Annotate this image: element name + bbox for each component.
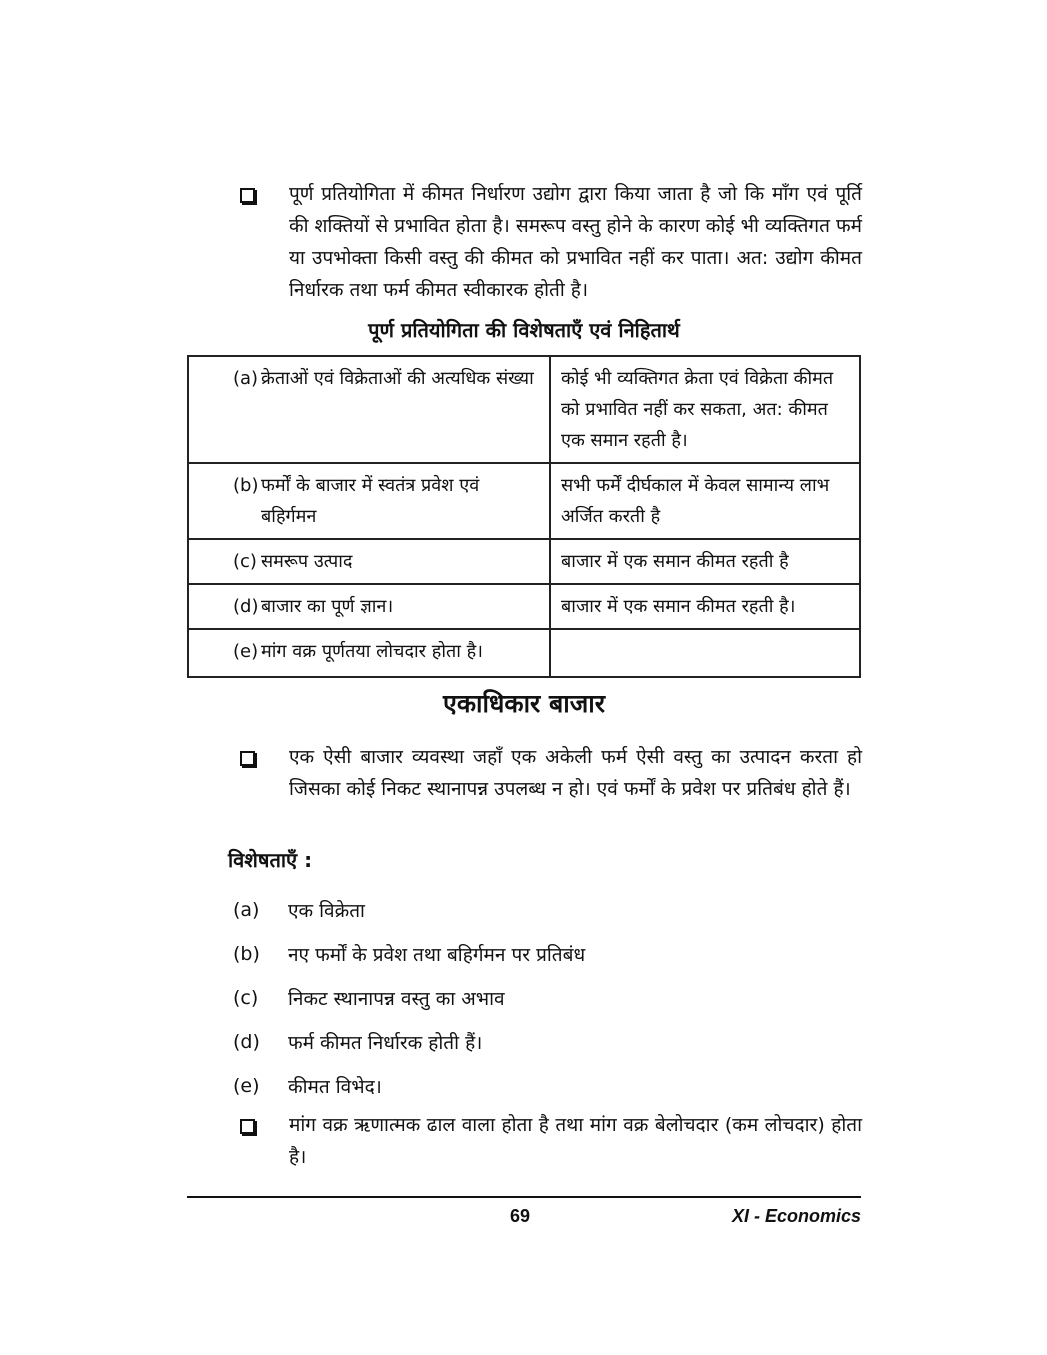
list-item-text: नए फर्मों के प्रवेश तथा बहिर्गमन पर प्रतिबंध xyxy=(288,944,586,966)
list-item xyxy=(233,1064,853,1108)
list-marker: (e) xyxy=(233,1075,260,1097)
table-heading: पूर्ण प्रतियोगिता की विशेषताएँ एवं निहितार्थ xyxy=(368,318,680,342)
book-title: XI - Economics xyxy=(731,1206,861,1226)
list-item xyxy=(233,976,853,1020)
features-heading: विशेषताएँ : xyxy=(228,848,313,872)
feature-cell xyxy=(188,629,550,677)
feature-text: मांग वक्र पूर्णतया लोचदार होता है। xyxy=(261,641,483,662)
feature-cell xyxy=(188,539,550,584)
checkbox-bullet-icon xyxy=(240,751,255,766)
list-item xyxy=(233,888,853,932)
list-item-text: कीमत विभेद। xyxy=(288,1076,382,1098)
row-marker: (c) xyxy=(233,551,257,572)
intro-bullet-text: पूर्ण प्रतियोगिता में कीमत निर्धारण उद्योग द्वारा किया जाता है जो कि माँग एवं पूर्ति की शक्तियों से प्रभावित होता है। समरूप वस्तु होने के कारण कोई भी व्यक्तिगत फर्म या उपभोक्ता किसी वस्तु की कीमत को प्रभावित नहीं कर पाता। अत: उद्योग कीमत निर्धारक तथा फर्म कीमत स्वीकारक होती है। xyxy=(289,183,862,301)
footer-divider xyxy=(187,1196,861,1198)
demand-note-text: मांग वक्र ऋणात्मक ढाल वाला होता है तथा मांग वक्र बेलोचदार (कम लोचदार) होता है। xyxy=(289,1114,862,1168)
feature-text: क्रेताओं एवं विक्रेताओं की अत्यधिक संख्या xyxy=(261,368,534,389)
feature-text: फर्मों के बाजार में स्वतंत्र प्रवेश एवं बहिर्गमन xyxy=(261,475,480,527)
table-row xyxy=(188,629,860,677)
row-marker: (a) xyxy=(233,368,259,389)
implication-cell: बाजार में एक समान कीमत रहती है xyxy=(550,539,860,584)
implication-cell: बाजार में एक समान कीमत रहती है। xyxy=(550,584,860,629)
list-item xyxy=(233,1020,853,1064)
list-item-text: एक विक्रेता xyxy=(288,900,365,922)
section-title: एकाधिकार बाजार xyxy=(443,689,605,718)
list-marker: (d) xyxy=(233,1031,260,1053)
intro-bullet xyxy=(240,178,862,306)
row-marker: (e) xyxy=(233,641,259,662)
feature-cell xyxy=(188,584,550,629)
feature-list xyxy=(233,888,853,1108)
feature-text: समरूप उत्पाद xyxy=(261,551,353,572)
feature-text: बाजार का पूर्ण ज्ञान। xyxy=(261,596,394,617)
demand-note-bullet xyxy=(240,1109,862,1173)
list-item-text: निकट स्थानापन्न वस्तु का अभाव xyxy=(288,988,505,1010)
list-marker: (b) xyxy=(233,943,260,965)
row-marker: (d) xyxy=(233,596,259,617)
implication-cell: सभी फर्में दीर्घकाल में केवल सामान्य लाभ अर्जित करती है xyxy=(550,463,860,539)
implication-cell: कोई भी व्यक्तिगत क्रेता एवं विक्रेता कीमत को प्रभावित नहीं कर सकता, अत: कीमत एक समान रहती है। xyxy=(550,356,860,463)
list-marker: (c) xyxy=(233,987,259,1009)
table-row xyxy=(188,463,860,539)
definition-text: एक ऐसी बाजार व्यवस्था जहाँ एक अकेली फर्म ऐसी वस्तु का उत्पादन करता हो जिसका कोई निकट स्थानापन्न उपलब्ध न हो। एवं फर्मों के प्रवेश पर प्रतिबंध होते हैं। xyxy=(289,746,862,800)
definition-bullet xyxy=(240,741,862,805)
list-item-text: फर्म कीमत निर्धारक होती हैं। xyxy=(288,1032,483,1054)
checkbox-bullet-icon xyxy=(240,188,255,203)
table-row xyxy=(188,584,860,629)
list-marker: (a) xyxy=(233,899,260,921)
page-number: 69 xyxy=(509,1206,531,1226)
checkbox-bullet-icon xyxy=(240,1119,255,1134)
feature-cell xyxy=(188,356,550,463)
feature-cell xyxy=(188,463,550,539)
implication-cell xyxy=(550,629,860,677)
features-table xyxy=(187,355,861,678)
row-marker: (b) xyxy=(233,475,259,496)
table-row xyxy=(188,356,860,463)
table-row xyxy=(188,539,860,584)
list-item xyxy=(233,932,853,976)
